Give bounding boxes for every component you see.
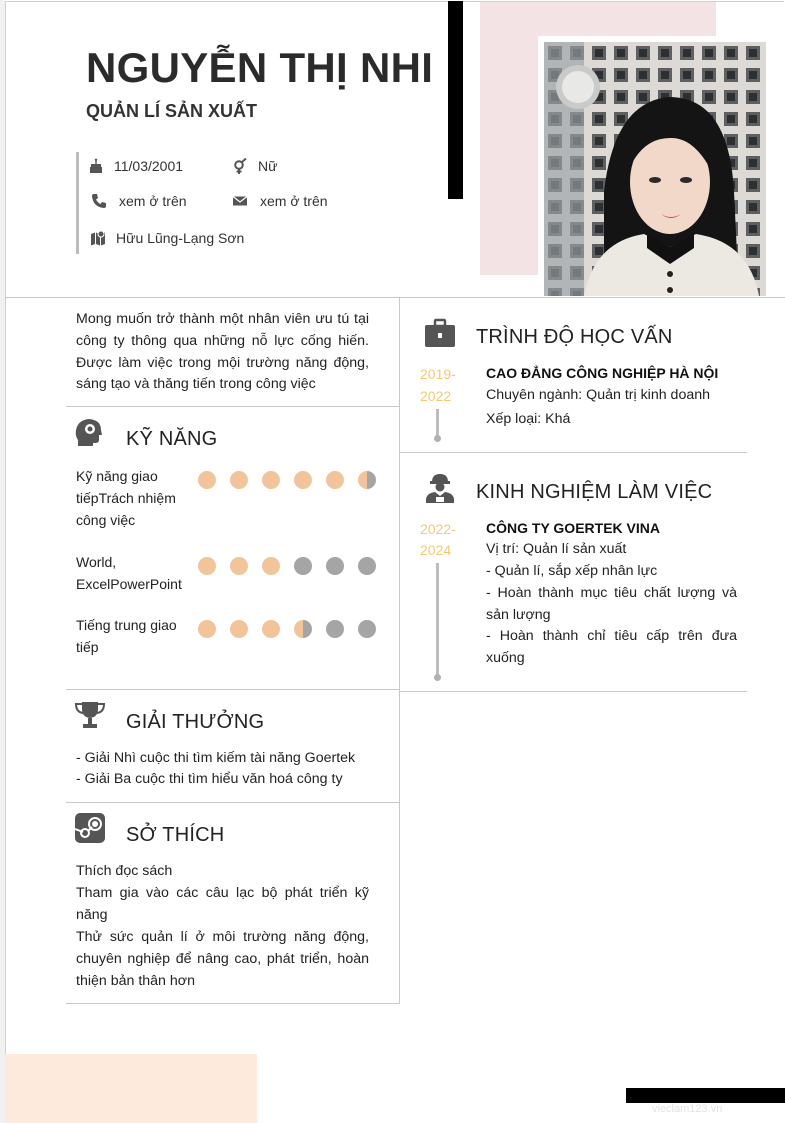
skill-dot bbox=[326, 471, 344, 489]
address-value: Hữu Lũng-Lạng Sơn bbox=[116, 230, 245, 246]
envelope-icon bbox=[232, 193, 248, 209]
info-divider bbox=[76, 152, 79, 254]
experience-timeline-dot bbox=[434, 674, 441, 681]
watermark: vieclam123.vn bbox=[652, 1103, 723, 1115]
skill-rating bbox=[198, 557, 376, 575]
experience-year-end: 2024 bbox=[420, 542, 452, 558]
experience-line: - Hoàn thành chỉ tiêu cấp trên đưa xuống bbox=[486, 628, 737, 666]
divider-experience bbox=[400, 691, 747, 692]
column-divider bbox=[399, 298, 400, 1004]
skill-dot bbox=[358, 620, 376, 638]
phone-row bbox=[91, 193, 187, 209]
email-value: xem ở trên bbox=[260, 193, 328, 209]
experience-line: Vị trí: Quản lí sản xuất bbox=[486, 541, 627, 557]
experience-line: - Hoàn thành mục tiêu chất lượng và sản lượng bbox=[486, 585, 737, 623]
skills-title: KỸ NĂNG bbox=[126, 428, 218, 450]
skill-dot bbox=[262, 471, 280, 489]
phone-icon bbox=[91, 193, 107, 209]
hobby-line: Tham gia vào các câu lạc bộ phát triển kỹ năng bbox=[76, 885, 369, 923]
skill-rating bbox=[198, 620, 376, 638]
profile-photo bbox=[544, 42, 766, 296]
skill-dot bbox=[326, 557, 344, 575]
steam-icon bbox=[74, 812, 106, 844]
awards-title: GIẢI THƯỞNG bbox=[126, 711, 265, 733]
experience-line: - Quản lí, sắp xếp nhân lực bbox=[486, 563, 658, 579]
skill-dot bbox=[230, 620, 248, 638]
gender-value: Nữ bbox=[258, 158, 278, 174]
gender-icon bbox=[232, 158, 248, 174]
skill-dot bbox=[294, 471, 312, 489]
skill-dot bbox=[358, 557, 376, 575]
peach-block bbox=[5, 1054, 257, 1123]
birthday-row bbox=[88, 158, 183, 174]
career-objective: Mong muốn trở thành một nhân viên ưu tú tại công ty thông qua những nỗ lực cống hiến. Được làm việc trong mội trường năng động, sáng tạo và thăng tiến trong công việc bbox=[76, 311, 369, 393]
skill-label: Kỹ năng giao tiếpTrách nhiệm công việc bbox=[76, 468, 176, 528]
hobby-line: Thích đọc sách bbox=[76, 863, 173, 879]
worker-icon bbox=[424, 472, 456, 504]
skill-dot bbox=[230, 557, 248, 575]
skill-dot bbox=[294, 620, 312, 638]
award-line: - Giải Nhì cuộc thi tìm kiếm tài năng Goertek bbox=[76, 750, 356, 766]
skill-label: World, ExcelPowerPoint bbox=[76, 554, 182, 592]
experience-title: KINH NGHIỆM LÀM VIỆC bbox=[476, 481, 713, 503]
company-name: CÔNG TY GOERTEK VINA bbox=[486, 520, 660, 536]
black-accent-bar bbox=[448, 1, 463, 199]
trophy-icon bbox=[74, 700, 106, 732]
head-gear-icon bbox=[74, 416, 106, 448]
birthday-value: 11/03/2001 bbox=[114, 158, 184, 174]
gender-row bbox=[232, 158, 277, 174]
experience-timeline-line bbox=[436, 563, 439, 677]
phone-value: xem ở trên bbox=[119, 193, 187, 209]
email-row bbox=[232, 193, 328, 209]
skill-dot bbox=[358, 471, 376, 489]
skill-dot bbox=[262, 620, 280, 638]
education-major: Chuyên ngành: Quản trị kinh doanh bbox=[486, 387, 711, 403]
cake-icon bbox=[88, 158, 104, 174]
divider-education bbox=[400, 452, 747, 453]
header-divider bbox=[5, 297, 785, 298]
award-line: - Giải Ba cuộc thi tìm hiểu văn hoá công ty bbox=[76, 771, 343, 787]
skill-dot bbox=[326, 620, 344, 638]
experience-year-start: 2022- bbox=[420, 521, 456, 537]
skill-rating bbox=[198, 471, 376, 489]
address-row bbox=[90, 230, 244, 246]
education-year-end: 2022 bbox=[420, 388, 452, 404]
school-name: CAO ĐẲNG CÔNG NGHIỆP HÀ NỘI bbox=[486, 365, 719, 381]
job-title: QUẢN LÍ SẢN XUẤT bbox=[86, 101, 257, 121]
skill-dot bbox=[198, 471, 216, 489]
skill-dot bbox=[294, 557, 312, 575]
skill-dot bbox=[198, 620, 216, 638]
skill-dot bbox=[198, 557, 216, 575]
education-year-start: 2019- bbox=[420, 366, 456, 382]
skill-dot bbox=[262, 557, 280, 575]
education-timeline-line bbox=[436, 409, 439, 437]
skill-label: Tiếng trung giao tiếp bbox=[76, 617, 177, 655]
hobby-line: Thử sức quản lí ở môi trường năng động, chuyên nghiệp để nâng cao, phát triển, hoàn thiện bản thân hơn bbox=[76, 929, 369, 989]
briefcase-icon bbox=[424, 318, 456, 350]
education-title: TRÌNH ĐỘ HỌC VẤN bbox=[476, 326, 673, 348]
education-timeline-dot bbox=[434, 435, 441, 442]
divider-awards bbox=[66, 802, 400, 803]
black-footer-bar bbox=[626, 1088, 785, 1103]
divider-skills bbox=[66, 689, 400, 690]
hobbies-title: SỞ THÍCH bbox=[126, 824, 225, 846]
candidate-name: NGUYỄN THỊ NHI bbox=[86, 44, 434, 91]
skill-dot bbox=[230, 471, 248, 489]
map-icon bbox=[90, 230, 106, 246]
divider-hobbies bbox=[66, 1003, 400, 1004]
profile-photo-frame bbox=[538, 36, 766, 296]
education-grade: Xếp loại: Khá bbox=[486, 411, 571, 427]
divider-objective bbox=[66, 406, 400, 407]
